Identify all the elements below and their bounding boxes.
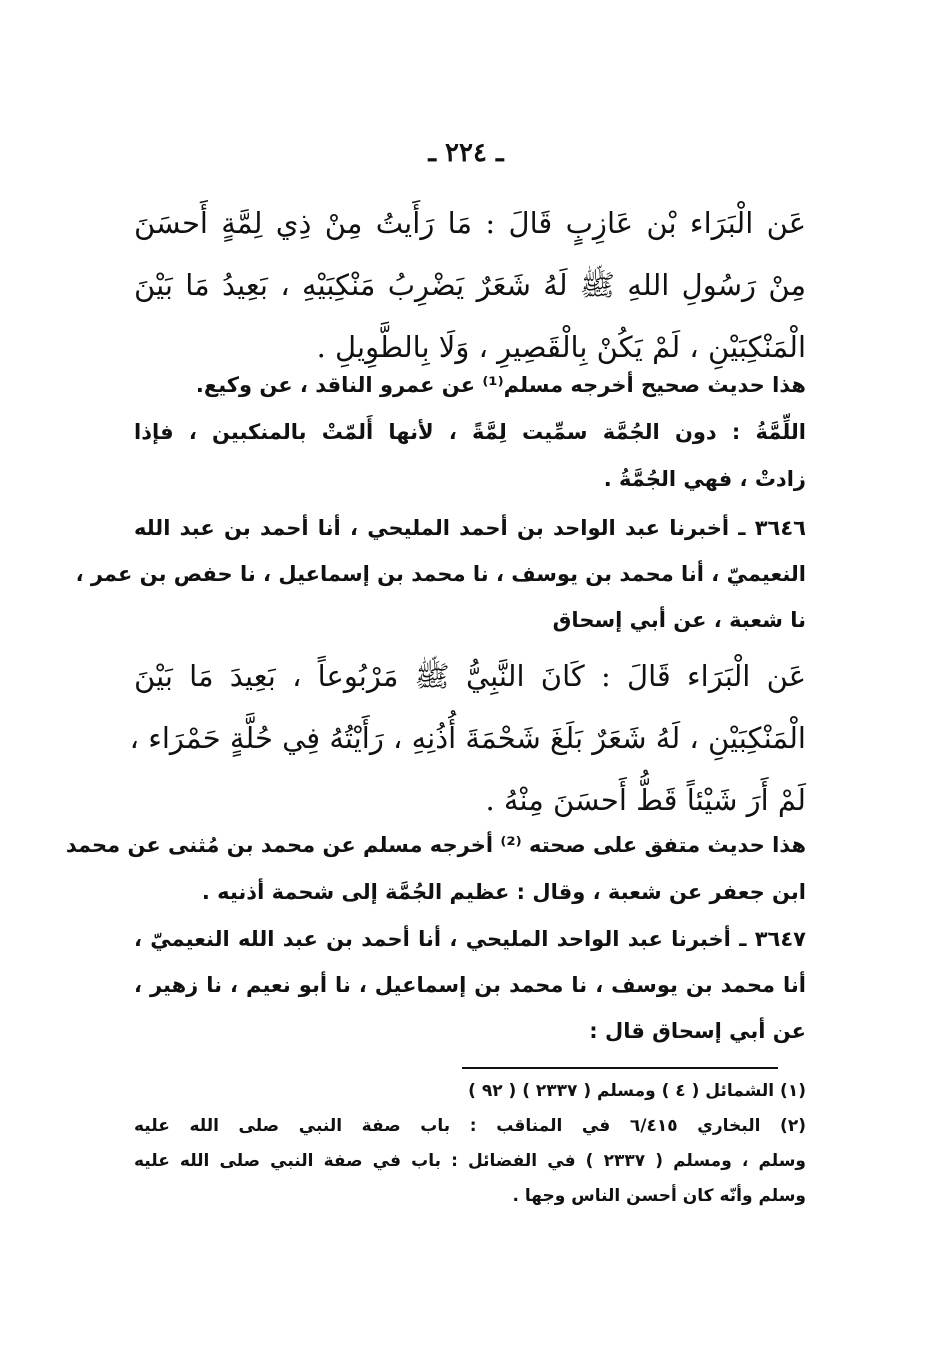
footnote-line: وسلم وأنّه كان أحسن الناس وجها .	[512, 1186, 806, 1206]
text-line: زادتْ ، فهي الجُمَّةُ .	[603, 467, 806, 491]
text-line: ابن جعفر عن شعبة ، وقال : عظيم الجُمَّة إلى شحمة أذنيه .	[201, 880, 806, 904]
text-line: الْمَنْكِبَيْنِ ، لَمْ يَكُنْ بِالْقَصِيرِ ، وَلَا بِالطَّوِيلِ .	[316, 330, 806, 364]
text-line: عن أبي إسحاق قال :	[589, 1019, 806, 1043]
text-line: اللِّمَّةُ : دون الجُمَّة سمِّيت لِمَّةً ، لأنها أَلمّتْ بالمنكبين ، فإذا	[134, 420, 806, 444]
hadith-text-2	[129, 645, 806, 831]
hadith-text-1	[134, 192, 806, 378]
isnad-3647	[134, 916, 806, 1054]
page-number: ـ ٢٢٤ ـ	[428, 138, 504, 168]
commentary-2	[65, 822, 806, 916]
isnad-3646	[75, 505, 806, 643]
text-line: الْمَنْكِبَيْنِ ، لَهُ شَعَرٌ بَلَغَ شَحْمَةَ أُذُنِهِ ، رَأَيْتُهُ فِي حُلَّةٍ حَمْرَاء ،	[129, 721, 806, 755]
text-line: نا شعبة ، عن أبي إسحاق	[552, 608, 806, 632]
text-line: عَن الْبَرَاء بْن عَازِبٍ قَالَ : مَا رَأَيتُ مِنْ ذِي لِمَّةٍ أَحسَنَ	[134, 206, 806, 240]
footnote-line: (٢) البخاري ٦/٤١٥ في المناقب : باب صفة النبي صلى الله عليه	[134, 1116, 807, 1136]
footnotes	[134, 1074, 806, 1214]
footnote-line: وسلم ، ومسلم ( ٢٣٣٧ ) في الفضائل : باب في صفة النبي صلى الله عليه	[134, 1151, 806, 1171]
footnote-divider	[462, 1067, 778, 1069]
text-line: عَن الْبَرَاء قَالَ : كَانَ النَّبِيُّ ﷺ مَرْبُوعاً ، بَعِيدَ مَا بَيْنَ	[134, 659, 806, 693]
text-line: أنا محمد بن يوسف ، نا محمد بن إسماعيل ، نا أبو نعيم ، نا زهير ،	[134, 973, 806, 997]
text-line: ٣٦٤٦ ـ أخبرنا عبد الواحد بن أحمد المليحي ، أنا أحمد بن عبد الله	[134, 516, 806, 540]
text-line: هذا حديث صحيح أخرجه مسلم⁽¹⁾ عن عمرو الناقد ، عن وكيع.	[195, 373, 806, 397]
text-line: لَمْ أَرَ شَيْئاً قَطُّ أَحسَنَ مِنْهُ .	[485, 783, 806, 817]
text-line: النعيميّ ، أنا محمد بن يوسف ، نا محمد بن إسماعيل ، نا حفص بن عمر ،	[75, 562, 806, 586]
text-line: مِنْ رَسُولِ اللهِ ﷺ لَهُ شَعَرٌ يَضْرِبُ مَنْكِبَيْهِ ، بَعِيدُ مَا بَيْنَ	[134, 268, 806, 302]
footnote-line: (١) الشمائل ( ٤ ) ومسلم ( ٢٣٣٧ ) ( ٩٢ )	[468, 1081, 806, 1101]
text-line: ٣٦٤٧ ـ أخبرنا عبد الواحد المليحي ، أنا أحمد بن عبد الله النعيميّ ،	[134, 927, 806, 951]
text-line: هذا حديث متفق على صحته ⁽²⁾ أخرجه مسلم عن محمد بن مُثنى عن محمد	[65, 833, 806, 857]
commentary-1	[134, 362, 806, 503]
